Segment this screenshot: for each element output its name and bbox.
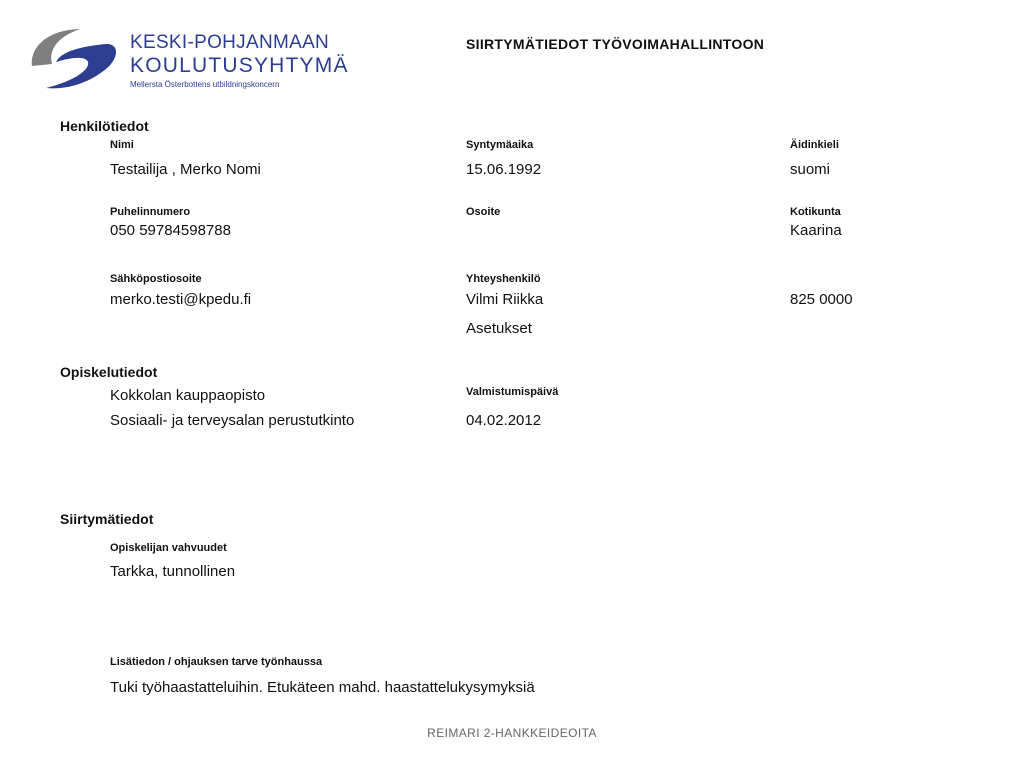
mother-tongue-value: suomi — [790, 161, 831, 178]
strengths-value: Tarkka, tunnollinen — [110, 563, 236, 580]
org-name-line2: KOULUTUSYHTYMÄ — [130, 54, 349, 77]
birth-date-label: Syntymäaika — [466, 139, 534, 151]
strengths-label: Opiskelijan vahvuudet — [110, 542, 227, 554]
municipality-value: Kaarina — [790, 222, 842, 239]
document-title: SIIRTYMÄTIEDOT TYÖVOIMAHALLINTOON — [466, 36, 765, 52]
logo-blue-swoosh — [46, 44, 116, 88]
phone-value: 050 59784598788 — [110, 222, 231, 239]
logo-gray-swoosh — [32, 29, 80, 66]
contact-person-label: Yhteyshenkilö — [466, 273, 541, 285]
contact-person-phone: 825 0000 — [790, 291, 853, 308]
graduation-date-value: 04.02.2012 — [466, 412, 542, 429]
name-label: Nimi — [110, 139, 134, 151]
email-label: Sähköpostiosoite — [110, 273, 202, 285]
contact-person-extra: Asetukset — [466, 320, 532, 337]
footer-text: REIMARI 2-HANKKEIDEOITA — [427, 726, 597, 740]
organization-logo-icon — [28, 26, 120, 92]
birth-date-value: 15.06.1992 — [466, 161, 542, 178]
additional-info-value: Tuki työhaastatteluihin. Etukäteen mahd. haastattelukysymyksiä — [110, 679, 535, 696]
additional-info-label: Lisätiedon / ohjauksen tarve työnhaussa — [110, 656, 323, 668]
school-name: Kokkolan kauppaopisto — [110, 387, 266, 404]
contact-person-name: Vilmi Riikka — [466, 291, 544, 308]
municipality-label: Kotikunta — [790, 206, 841, 218]
org-subtitle: Mellersta Österbottens utbildningskoncern — [130, 80, 280, 89]
name-value: Testailija , Merko Nomi — [110, 161, 261, 178]
section-heading-personal: Henkilötiedot — [60, 118, 149, 134]
graduation-date-label: Valmistumispäivä — [466, 386, 559, 398]
email-value: merko.testi@kpedu.fi — [110, 291, 252, 308]
org-name-line1: KESKI-POHJANMAAN — [130, 32, 330, 53]
section-heading-studies: Opiskelutiedot — [60, 364, 158, 380]
section-heading-transition: Siirtymätiedot — [60, 511, 154, 527]
degree-name: Sosiaali- ja terveysalan perustutkinto — [110, 412, 355, 429]
phone-label: Puhelinnumero — [110, 206, 191, 218]
mother-tongue-label: Äidinkieli — [790, 139, 839, 151]
address-label: Osoite — [466, 206, 501, 218]
